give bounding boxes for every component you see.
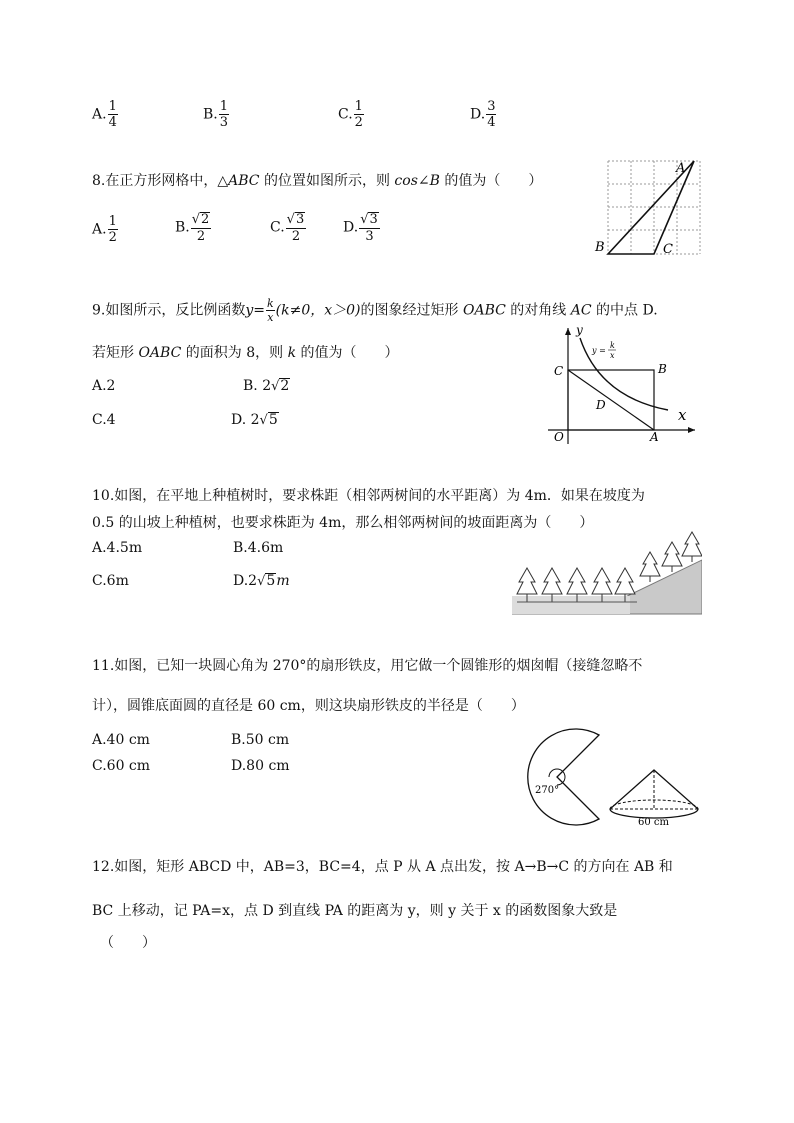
q11-sector (528, 729, 599, 825)
q11-stem-line2: 计），圆锥底面圆的直径是 60 cm，则这块扇形铁皮的半径是（ ） (92, 698, 525, 714)
q9-option-b[interactable]: B. 2√2 (243, 378, 290, 394)
q11-option-b[interactable]: B.50 cm (231, 732, 290, 748)
q10-option-a[interactable]: A.4.5m (92, 540, 143, 556)
q9-label-o: O (554, 430, 564, 444)
q9-y-arrow-icon (565, 328, 571, 335)
q9-stem-line2: 若矩形 OABC 的面积为 8，则 k 的值为（ ） (92, 345, 399, 361)
q9-label-b: B (658, 362, 667, 376)
q9-curve-label-y: y = (592, 346, 606, 355)
q9-option-a[interactable]: A.2 (92, 378, 116, 394)
q7-option-b[interactable]: B. $\frac{1}{3}$ (203, 99, 229, 130)
q10-stem-line2: 0.5 的山坡上种植树，也要求株距为 4m，那么相邻两树间的坡面距离为（ ） (92, 515, 594, 531)
q11-diameter-label: 60 cm (638, 817, 669, 828)
q8-grid-figure (590, 155, 710, 263)
q9-curve-label-x: x (610, 351, 615, 360)
q10-flat-ground (512, 596, 630, 614)
q7-option-c[interactable]: C. $\frac{1}{2}$ (338, 99, 363, 130)
q10-stem-line1: 10.如图，在平地上种植树时，要求株距（相邻两树间的水平距离）为 4m．如果在坡度为 (92, 488, 645, 504)
q7-option-a[interactable]: A. $\frac{1}{4}$ (92, 99, 117, 130)
q9-label-a: A (650, 430, 659, 444)
q10-option-c[interactable]: C.6m (92, 573, 129, 589)
q11-angle-label: 270° (535, 785, 560, 796)
q8-option-b[interactable]: B. $\frac{√2}{2}$ (175, 212, 210, 244)
q11-option-d[interactable]: D.80 cm (231, 758, 290, 774)
q9-option-d[interactable]: D. 2√5 (231, 412, 278, 428)
q11-sector-figure (505, 725, 605, 830)
q9-label-y: y (576, 323, 583, 337)
q12-stem-line2: BC 上移动，记 PA=x，点 D 到直线 PA 的距离为 y，则 y 关于 x 的函数图象大致是 (92, 903, 618, 919)
q10-slope-trees-figure (512, 530, 702, 615)
q9-stem: 9.如图所示，反比例函数y= $\frac{k}{x}$ (k≠0，x＞0)的图象经过矩形 OABC 的对角线 AC 的中点 D. (92, 297, 658, 324)
q9-diagonal-ac (568, 370, 654, 430)
q11-stem-line1: 11.如图，已知一块圆心角为 270°的扇形铁皮，用它做一个圆锥形的烟囱帽（接缝忽略不 (92, 658, 643, 674)
q8-stem: 8.在正方形网格中，△ABC 的位置如图所示，则 cos∠B 的值为（ ） (92, 173, 543, 189)
q10-option-b[interactable]: B.4.6m (233, 540, 284, 556)
q12-stem-line3: （ ） (100, 935, 156, 951)
q8-label-c: C (663, 242, 673, 257)
q9-label-d: D (596, 398, 606, 412)
q7-option-d[interactable]: D. $\frac{3}{4}$ (470, 99, 496, 130)
q8-option-a[interactable]: A. $\frac{1}{2}$ (92, 214, 117, 245)
q9-hyperbola-figure (540, 322, 705, 447)
q9-label-x: x (678, 406, 687, 424)
q9-option-c[interactable]: C.4 (92, 412, 116, 428)
q9-curve-label-k: k (610, 341, 615, 350)
q11-option-c[interactable]: C.60 cm (92, 758, 151, 774)
q9-x-arrow-icon (688, 427, 695, 433)
q12-stem-line1: 12.如图，矩形 ABCD 中，AB=3，BC=4，点 P 从 A 点出发，按 A→B→C 的方向在 AB 和 (92, 859, 673, 875)
q10-option-d[interactable]: D.2√5m (233, 573, 290, 589)
q11-cone-figure (604, 765, 704, 830)
q8-label-b: B (595, 240, 605, 255)
q9-label-c: C (554, 364, 564, 378)
q11-option-a[interactable]: A.40 cm (92, 732, 150, 748)
q8-option-c[interactable]: C. $\frac{√3}{2}$ (270, 212, 305, 244)
q8-label-a: A (676, 161, 686, 176)
q8-option-d[interactable]: D. $\frac{√3}{3}$ (343, 212, 378, 244)
